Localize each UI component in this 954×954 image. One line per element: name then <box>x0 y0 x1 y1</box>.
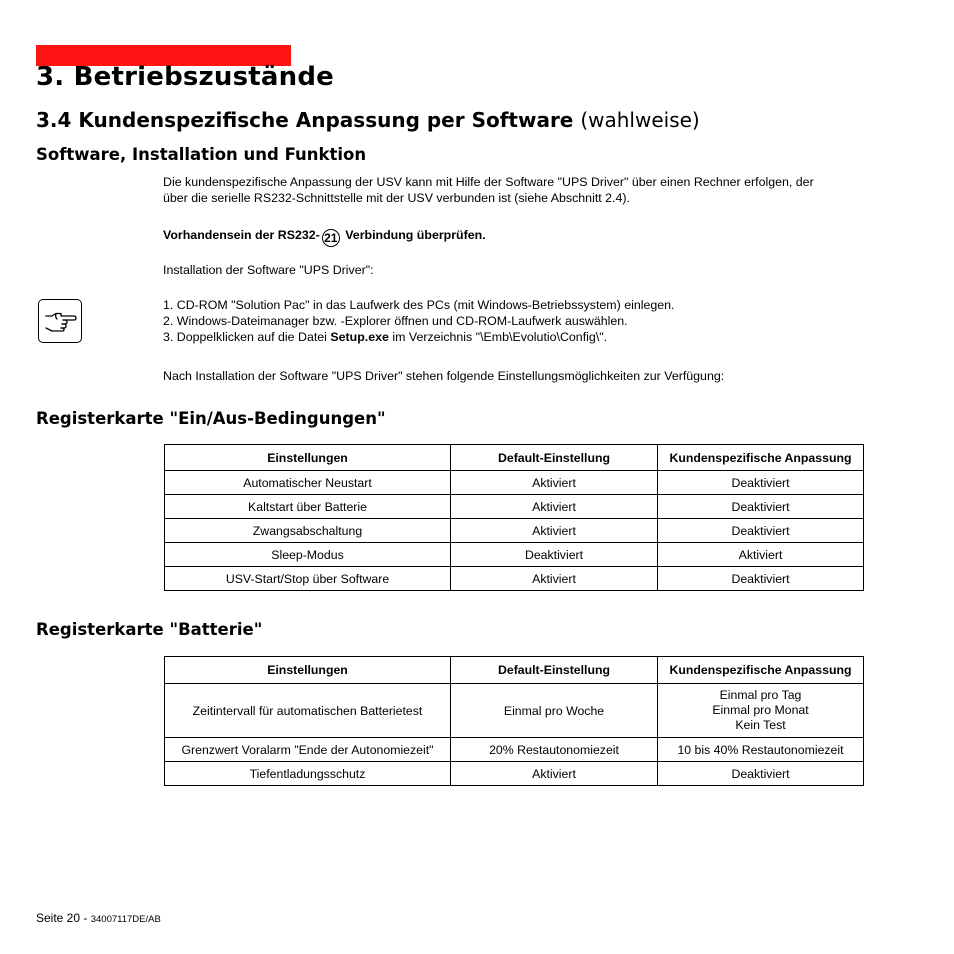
column-header: Einstellungen <box>165 445 451 471</box>
connector-number-badge: 21 <box>322 229 340 247</box>
install-intro: Installation der Software "UPS Driver": <box>163 263 374 277</box>
install-step-3 <box>163 330 607 344</box>
table-row <box>165 762 864 786</box>
page-number: Seite 20 - <box>36 911 88 925</box>
table-row <box>165 738 864 762</box>
install-step-1: 1. CD-ROM "Solution Pac" in das Laufwerk des PCs (mit Windows-Betriebssystem) einlegen. <box>163 298 675 312</box>
table-cell: 10 bis 40% Restautonomiezeit <box>658 738 864 762</box>
table-row <box>165 567 864 591</box>
check-instruction <box>163 227 863 247</box>
subsection-title-software: Software, Installation und Funktion <box>36 145 367 164</box>
table-row <box>165 471 864 495</box>
section-title <box>36 108 700 132</box>
table-cell: Aktiviert <box>658 543 864 567</box>
table-cell: Zeitintervall für automatischen Batterietest <box>165 684 451 738</box>
table-cell: Deaktiviert <box>658 567 864 591</box>
table-cell: Einmal pro Tag Einmal pro Monat Kein Test <box>658 684 864 738</box>
table-cell: Einmal pro Woche <box>451 684 658 738</box>
column-header: Default-Einstellung <box>451 657 658 684</box>
install-step-3-suffix: im Verzeichnis "\Emb\Evolutio\Config\". <box>388 330 608 344</box>
setup-filename: Setup.exe <box>330 330 389 344</box>
intro-paragraph <box>163 174 863 206</box>
table-cell: 20% Restautonomiezeit <box>451 738 658 762</box>
table-cell: Aktiviert <box>451 519 658 543</box>
column-header: Kundenspezifische Anpassung <box>658 657 864 684</box>
section-title-suffix: (wahlweise) <box>580 108 700 132</box>
battery-settings-table <box>164 656 864 786</box>
document-id: 34007117DE/AB <box>90 914 161 925</box>
install-step-3-prefix: 3. Doppelklicken auf die Datei <box>163 330 331 344</box>
column-header: Default-Einstellung <box>451 445 658 471</box>
table-cell: Sleep-Modus <box>165 543 451 567</box>
table-cell: USV-Start/Stop über Software <box>165 567 451 591</box>
table-cell: Aktiviert <box>451 567 658 591</box>
pointing-hand-icon <box>38 299 82 343</box>
table-cell: Deaktiviert <box>658 519 864 543</box>
table-cell: Aktiviert <box>451 762 658 786</box>
table-cell: Deaktiviert <box>451 543 658 567</box>
table-cell: Automatischer Neustart <box>165 471 451 495</box>
table-cell: Kaltstart über Batterie <box>165 495 451 519</box>
onoff-settings-table <box>164 444 864 591</box>
table-header-row <box>165 657 864 684</box>
table-cell: Deaktiviert <box>658 495 864 519</box>
install-step-2: 2. Windows-Dateimanager bzw. -Explorer öffnen und CD-ROM-Laufwerk auswählen. <box>163 314 628 328</box>
subsection-title-battery: Registerkarte "Batterie" <box>36 620 263 639</box>
after-install-text: Nach Installation der Software "UPS Driver" stehen folgende Einstellungsmöglichkeiten zur Verfügung: <box>163 369 725 383</box>
column-header: Einstellungen <box>165 657 451 684</box>
table-cell: Aktiviert <box>451 495 658 519</box>
column-header: Kundenspezifische Anpassung <box>658 445 864 471</box>
table-cell: Deaktiviert <box>658 471 864 495</box>
chapter-title: 3. Betriebszustände <box>36 62 335 92</box>
section-title-main: 3.4 Kundenspezifische Anpassung per Software <box>36 108 574 132</box>
check-prefix: Vorhandensein der RS232- <box>163 228 320 242</box>
table-cell: Grenzwert Voralarm "Ende der Autonomiezeit" <box>165 738 451 762</box>
table-row <box>165 519 864 543</box>
table-cell: Tiefentladungsschutz <box>165 762 451 786</box>
install-steps <box>163 297 863 345</box>
subsection-title-onoff: Registerkarte "Ein/Aus-Bedingungen" <box>36 409 386 428</box>
table-row <box>165 543 864 567</box>
table-row <box>165 495 864 519</box>
intro-line-2: über die serielle RS232-Schnittstelle mit der USV verbunden ist (siehe Abschnitt 2.4). <box>163 191 630 205</box>
table-cell: Zwangsabschaltung <box>165 519 451 543</box>
table-header-row <box>165 445 864 471</box>
table-cell: Aktiviert <box>451 471 658 495</box>
table-row <box>165 684 864 738</box>
pointing-hand-icon-glyph <box>43 310 77 332</box>
intro-line-1: Die kundenspezifische Anpassung der USV kann mit Hilfe der Software "UPS Driver" über einen Rechner erfolgen, der <box>163 175 814 189</box>
table-cell: Deaktiviert <box>658 762 864 786</box>
check-suffix: Verbindung überprüfen. <box>345 228 486 242</box>
page-footer <box>36 911 161 925</box>
